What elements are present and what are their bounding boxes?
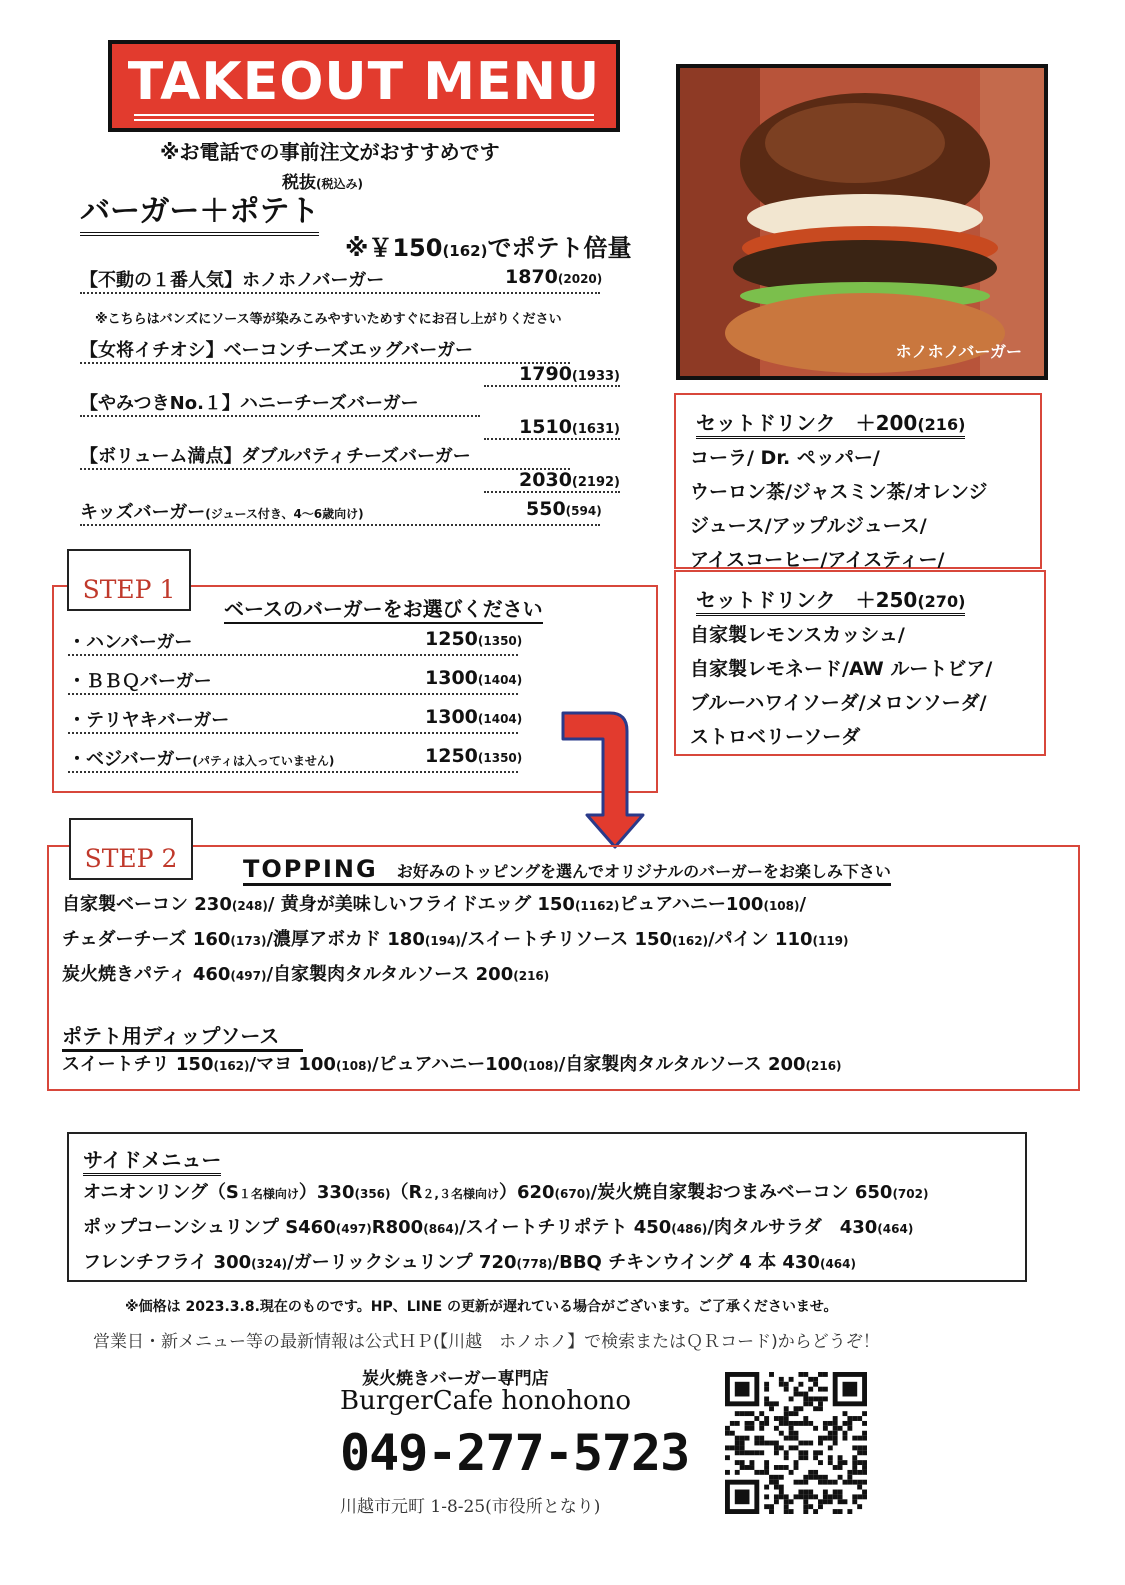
step2-heading	[243, 855, 891, 886]
burger-item	[80, 336, 570, 364]
base-burger-item: ・ベジバーガー(パティは入っていません) 1250(1350)	[68, 745, 518, 773]
burger-soak-note: ※こちらはバンズにソース等が染みこみやすいためすぐにお召し上がりください	[95, 312, 562, 327]
set-drink-box-250	[674, 570, 1046, 756]
tax-note: 税抜(税込み)	[282, 173, 363, 193]
burger-potato-heading: バーガー＋ポテト	[80, 186, 319, 236]
burger-name: キッズバーガー	[80, 502, 206, 523]
menu-line: チェダーチーズ 160(173)/濃厚アボカド 180(194)/スイートチリソース 150(162)/パイン 110(119)	[62, 929, 849, 950]
menu-line: フレンチフライ 300(324)/ガーリックシュリンプ 720(778)/BBQ チキンウイング 4 本 430(464)	[83, 1252, 856, 1273]
set-drink-title: セットドリンク ＋250(270)	[696, 584, 965, 616]
menu-line: ポップコーンシュリンプ S460(497)R800(864)/スイートチリポテト 450(486)/肉タルサラダ 430(464)	[83, 1217, 914, 1238]
shop-name: BurgerCafe honohono	[340, 1386, 632, 1416]
menu-line: 自家製ベーコン 230(248)/ 黄身が美味しいフライドエッグ 150(1162)ピュアハニー100(108)/	[62, 894, 807, 915]
burger-item: キッズバーガー(ジュース付き、4～6歳向け) 550(594)	[80, 498, 600, 526]
page-title: TAKEOUT MENU	[127, 52, 601, 112]
side-menu-box	[67, 1132, 1027, 1282]
topping-title: TOPPING	[243, 855, 378, 883]
step2-tab: STEP 2	[69, 818, 193, 880]
info-note: 営業日・新メニュー等の最新情報は公式ＨＰ(【川越 ホノホノ】で検索またはＱＲコード)からどうぞ！	[93, 1332, 880, 1352]
burger-item	[80, 442, 570, 470]
burger-name: 【ボリューム満点】ダブルパティチーズバーガー	[80, 446, 471, 467]
step1-title: ベースのバーガーをお選びください	[224, 593, 543, 624]
shop-address: 川越市元町 1-8-25(市役所となり)	[340, 1497, 601, 1517]
step-arrow-icon	[555, 705, 655, 855]
set-drink-box-200	[674, 393, 1042, 569]
menu-line: スイートチリ 150(162)/マヨ 100(108)/ピュアハニー100(108)/自家製肉タルタルソース 200(216)	[62, 1054, 842, 1075]
burger-price: 1790(1933)	[484, 363, 620, 387]
topping-list	[62, 888, 849, 993]
burger-name: 【やみつきNo.１】ハニーチーズバーガー	[80, 393, 419, 414]
step1-tab: STEP 1	[67, 549, 191, 611]
burger-illustration-icon	[680, 68, 1044, 376]
shop-type: 炭火焼きバーガー専門店	[362, 1369, 549, 1389]
set-drink-title: セットドリンク ＋200(216)	[696, 407, 965, 439]
set-drink-list: 自家製レモンスカッシュ/ 自家製レモネード/AW ルートビア/ ブルーハワイソーダ/メロンソーダ/ ストロベリーソーダ	[690, 624, 993, 748]
menu-line: 炭火焼きパティ 460(497)/自家製肉タルタルソース 200(216)	[62, 964, 550, 985]
title-underline	[134, 114, 594, 121]
potato-double-note: ※￥150(162)でポテト倍量	[345, 234, 632, 262]
burger-name: 【不動の１番人気】ホノホノバーガー	[80, 270, 385, 291]
base-burger-item: ・ハンバーガー 1250(1350)	[68, 628, 518, 656]
menu-line: オニオンリング（S１名様向け）330(356)（R２,３名様向け）620(670)/炭火焼自家製おつまみベーコン 650(702)	[83, 1182, 929, 1203]
burger-item	[80, 389, 480, 417]
price-date-note: ※価格は 2023.3.8.現在のものです。HP、LINE の更新が遅れている場合がございます。ご了承くださいませ。	[125, 1299, 838, 1315]
burger-item	[80, 266, 603, 294]
topping-subtitle: お好みのトッピングを選んでオリジナルのバーガーをお楽しみ下さい	[396, 862, 891, 881]
burger-price: 1510(1631)	[484, 416, 620, 440]
burger-price: 2030(2192)	[484, 469, 620, 493]
set-drink-list: コーラ/ Dr. ペッパー/ ウーロン茶/ジャスミン茶/オレンジ ジュース/アップルジュース/ アイスコーヒー/アイスティー/	[690, 447, 988, 571]
photo-caption: ホノホノバーガー	[895, 342, 1022, 361]
base-burger-item: ・ＢＢＱバーガー 1300(1404)	[68, 667, 518, 695]
burger-price: 550(594)	[526, 498, 602, 520]
phone-order-note: ※お電話での事前注文がおすすめです	[160, 140, 500, 164]
title-banner	[108, 40, 620, 132]
phone-number[interactable]: 049-277-5723	[340, 1424, 690, 1482]
base-burger-item: ・テリヤキバーガー 1300(1404)	[68, 706, 518, 734]
qr-code-icon[interactable]	[725, 1372, 867, 1514]
burger-name: 【女将イチオシ】ベーコンチーズエッグバーガー	[80, 340, 473, 361]
side-menu-title: サイドメニュー	[83, 1144, 221, 1176]
burger-photo	[676, 64, 1048, 380]
burger-price: 1870(2020)	[505, 266, 603, 288]
dip-sauce-title: ポテト用ディップソース	[62, 1020, 303, 1052]
side-menu-list	[83, 1176, 928, 1281]
dip-sauce-list	[62, 1050, 842, 1081]
